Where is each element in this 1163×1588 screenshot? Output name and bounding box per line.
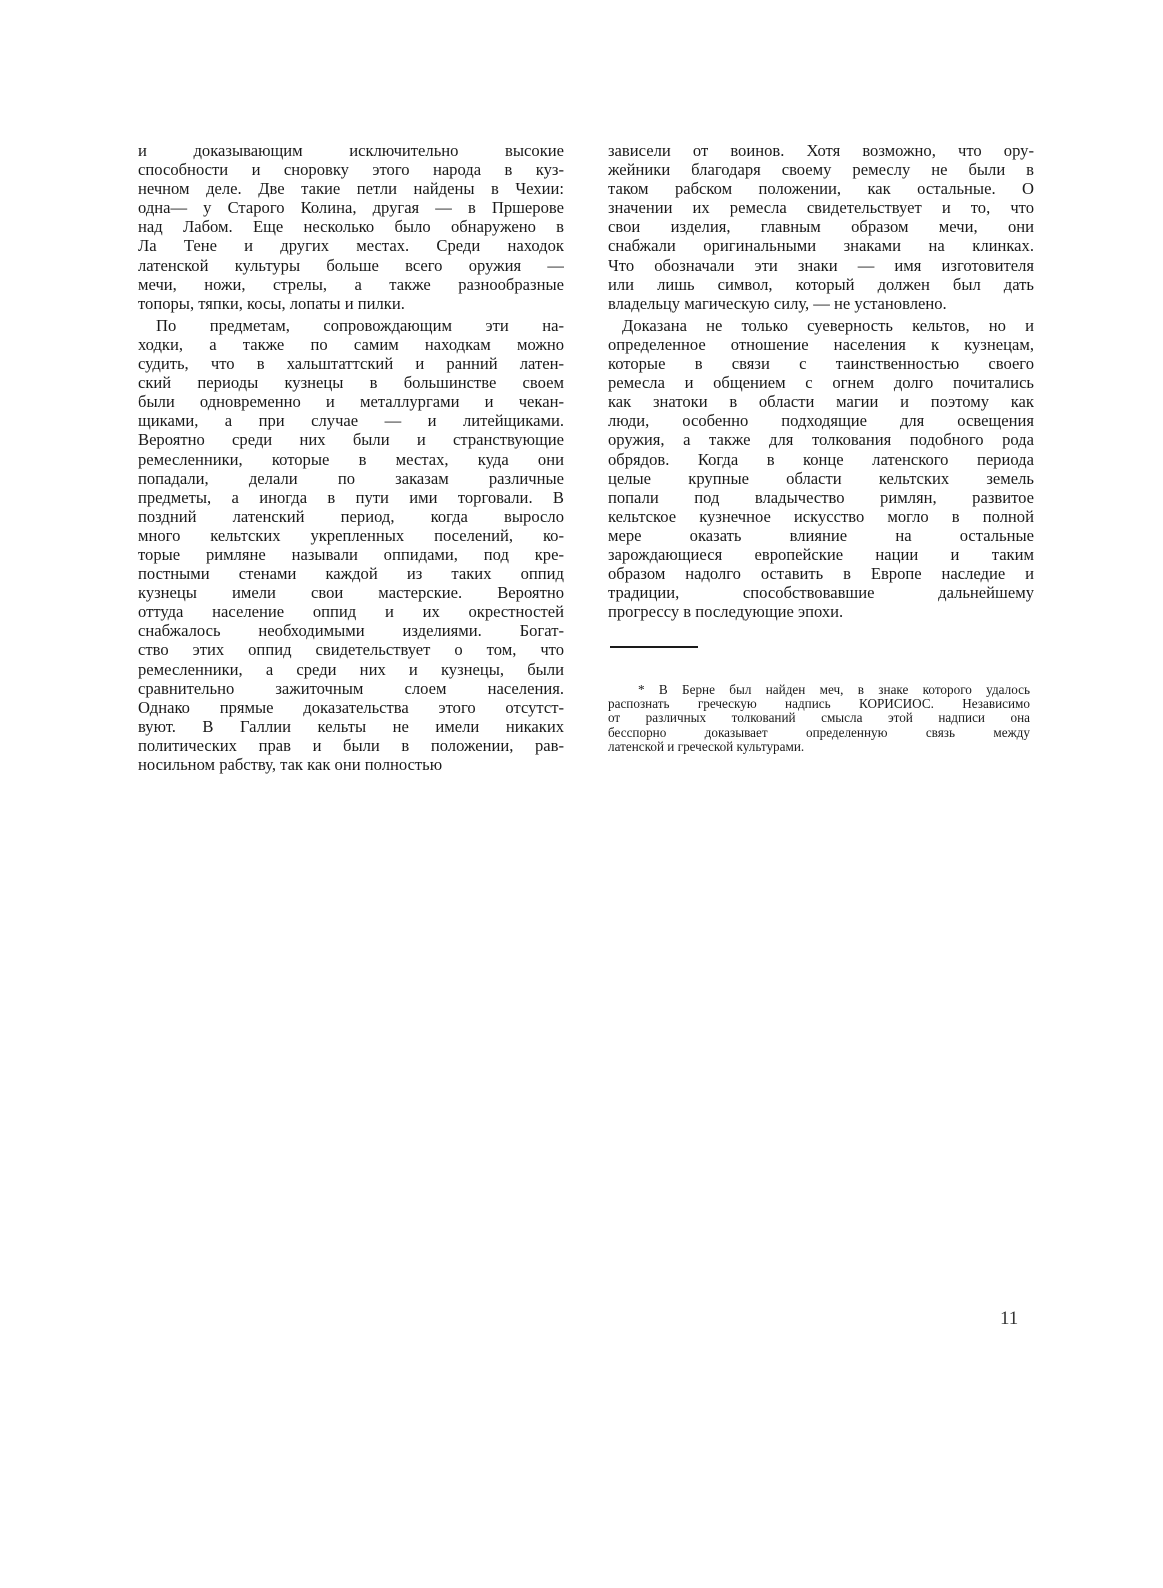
text-line: много кельтских укрепленных поселений, ко- bbox=[138, 525, 564, 545]
text-line: ремесленники, а среди них и кузнецы, были bbox=[138, 659, 564, 679]
text-line: над Лабом. Еще несколько было обнаружено в bbox=[138, 217, 564, 237]
text-line: попали под владычество римлян, развитое bbox=[608, 487, 1034, 507]
text-line: значении их ремесла свидетельствует и то, что bbox=[608, 198, 1034, 218]
text-line: поздний латенский период, когда выросло bbox=[138, 506, 564, 526]
text-line: снабжали оригинальными знаками на клинках. bbox=[608, 236, 1034, 256]
text-line: Что обозначали эти знаки — имя изготовителя bbox=[608, 255, 1034, 275]
text-line: прогрессу в последующие эпохи. bbox=[608, 602, 844, 622]
footnote-separator bbox=[610, 646, 698, 648]
text-line: судить, что в хальштаттский и ранний латен- bbox=[138, 354, 564, 374]
text-line: торые римляне называли оппидами, под кре- bbox=[138, 544, 564, 564]
text-line: обрядов. Когда в конце латенского периода bbox=[608, 449, 1034, 469]
page-number: 11 bbox=[1000, 1308, 1019, 1329]
text-line: способности и сноровку этого народа в куз- bbox=[138, 160, 564, 180]
footnote bbox=[608, 683, 1030, 754]
text-line: ский периоды кузнецы в большинстве своем bbox=[138, 373, 564, 393]
text-line: как знатоки в области магии и поэтому как bbox=[608, 392, 1034, 412]
text-line: кельтское кузнечное искусство могло в полной bbox=[608, 506, 1034, 526]
text-line: мечи, ножи, стрелы, а также разнообразные bbox=[138, 274, 564, 294]
text-line: Доказана не только суеверность кельтов, но и bbox=[622, 315, 1034, 335]
text-line: целые крупные области кельтских земель bbox=[608, 468, 1034, 488]
text-line: топоры, тяпки, косы, лопаты и пилки. bbox=[138, 293, 405, 313]
text-line: от различных толкований смысла этой надписи она bbox=[608, 711, 1030, 726]
text-line: зависели от воинов. Хотя возможно, что ору- bbox=[608, 141, 1034, 160]
text-line: По предметам, сопровождающим эти на- bbox=[156, 315, 564, 335]
text-line: таком рабском положении, как остальные. О bbox=[608, 179, 1034, 199]
text-line: владельцу магическую силу, — не установлено. bbox=[608, 293, 947, 313]
text-line: носильном рабству, так как они полностью bbox=[138, 755, 443, 774]
text-line: люди, особенно подходящие для освещения bbox=[608, 411, 1034, 431]
right-text-column bbox=[608, 141, 1034, 621]
text-line: оттуда население оппид и их окрестностей bbox=[138, 602, 564, 622]
text-line: жейники благодаря своему ремеслу не были в bbox=[608, 160, 1034, 180]
text-line: Вероятно среди них были и странствующие bbox=[138, 430, 564, 450]
text-line: которые в связи с таинственностью своего bbox=[608, 354, 1034, 374]
text-line: ство этих оппид свидетельствует о том, что bbox=[138, 640, 564, 660]
text-line: щиками, а при случае — и литейщиками. bbox=[138, 411, 564, 431]
text-line: вуют. В Галлии кельты не имели никаких bbox=[138, 716, 564, 736]
text-line: традиции, способствовавшие дальнейшему bbox=[608, 583, 1034, 603]
text-line: снабжалось необходимыми изделиями. Богат- bbox=[138, 621, 564, 641]
text-line: нечном деле. Две такие петли найдены в Чехии: bbox=[138, 179, 564, 199]
text-line: распознать греческую надпись КОРИСИОС. Независимо bbox=[608, 697, 1030, 712]
text-line: ремесла и общением с огнем долго почитались bbox=[608, 373, 1034, 393]
left-text-column bbox=[138, 141, 564, 774]
text-line: ремесленники, которые в местах, куда они bbox=[138, 449, 564, 469]
text-line: Ла Тене и других местах. Среди находок bbox=[138, 236, 564, 256]
text-line: попадали, делали по заказам различные bbox=[138, 468, 564, 488]
text-line: были одновременно и металлургами и чекан- bbox=[138, 392, 564, 412]
text-line: свои изделия, главным образом мечи, они bbox=[608, 217, 1034, 237]
text-line: одна— у Старого Колина, другая — в Пршерове bbox=[138, 198, 564, 218]
text-line: ходки, а также по самим находкам можно bbox=[138, 334, 564, 354]
text-line: постными стенами каждой из таких оппид bbox=[138, 564, 564, 584]
text-line: зарождающиеся европейские нации и таким bbox=[608, 544, 1034, 564]
text-line: или лишь символ, который должен был дать bbox=[608, 274, 1034, 294]
text-line: * В Берне был найден меч, в знаке которого удалось bbox=[638, 683, 1030, 697]
text-line: и доказывающим исключительно высокие bbox=[138, 141, 564, 160]
text-line: латенской и греческой культурами. bbox=[608, 739, 805, 754]
text-line: бесспорно доказывает определенную связь между bbox=[608, 725, 1030, 740]
text-line: Однако прямые доказательства этого отсутст- bbox=[138, 697, 564, 717]
text-line: политических прав и были в положении, рав- bbox=[138, 735, 564, 755]
text-line: латенской культуры больше всего оружия — bbox=[138, 255, 564, 275]
text-line: кузнецы имели свои мастерские. Вероятно bbox=[138, 583, 564, 603]
text-line: определенное отношение населения к кузнецам, bbox=[608, 334, 1034, 354]
text-line: сравнительно зажиточным слоем населения. bbox=[138, 678, 564, 698]
text-line: предметы, а иногда в пути ими торговали. В bbox=[138, 487, 564, 507]
text-line: мере оказать влияние на остальные bbox=[608, 525, 1034, 545]
text-line: образом надолго оставить в Европе наследие и bbox=[608, 564, 1034, 584]
text-line: оружия, а также для толкования подобного рода bbox=[608, 430, 1034, 450]
